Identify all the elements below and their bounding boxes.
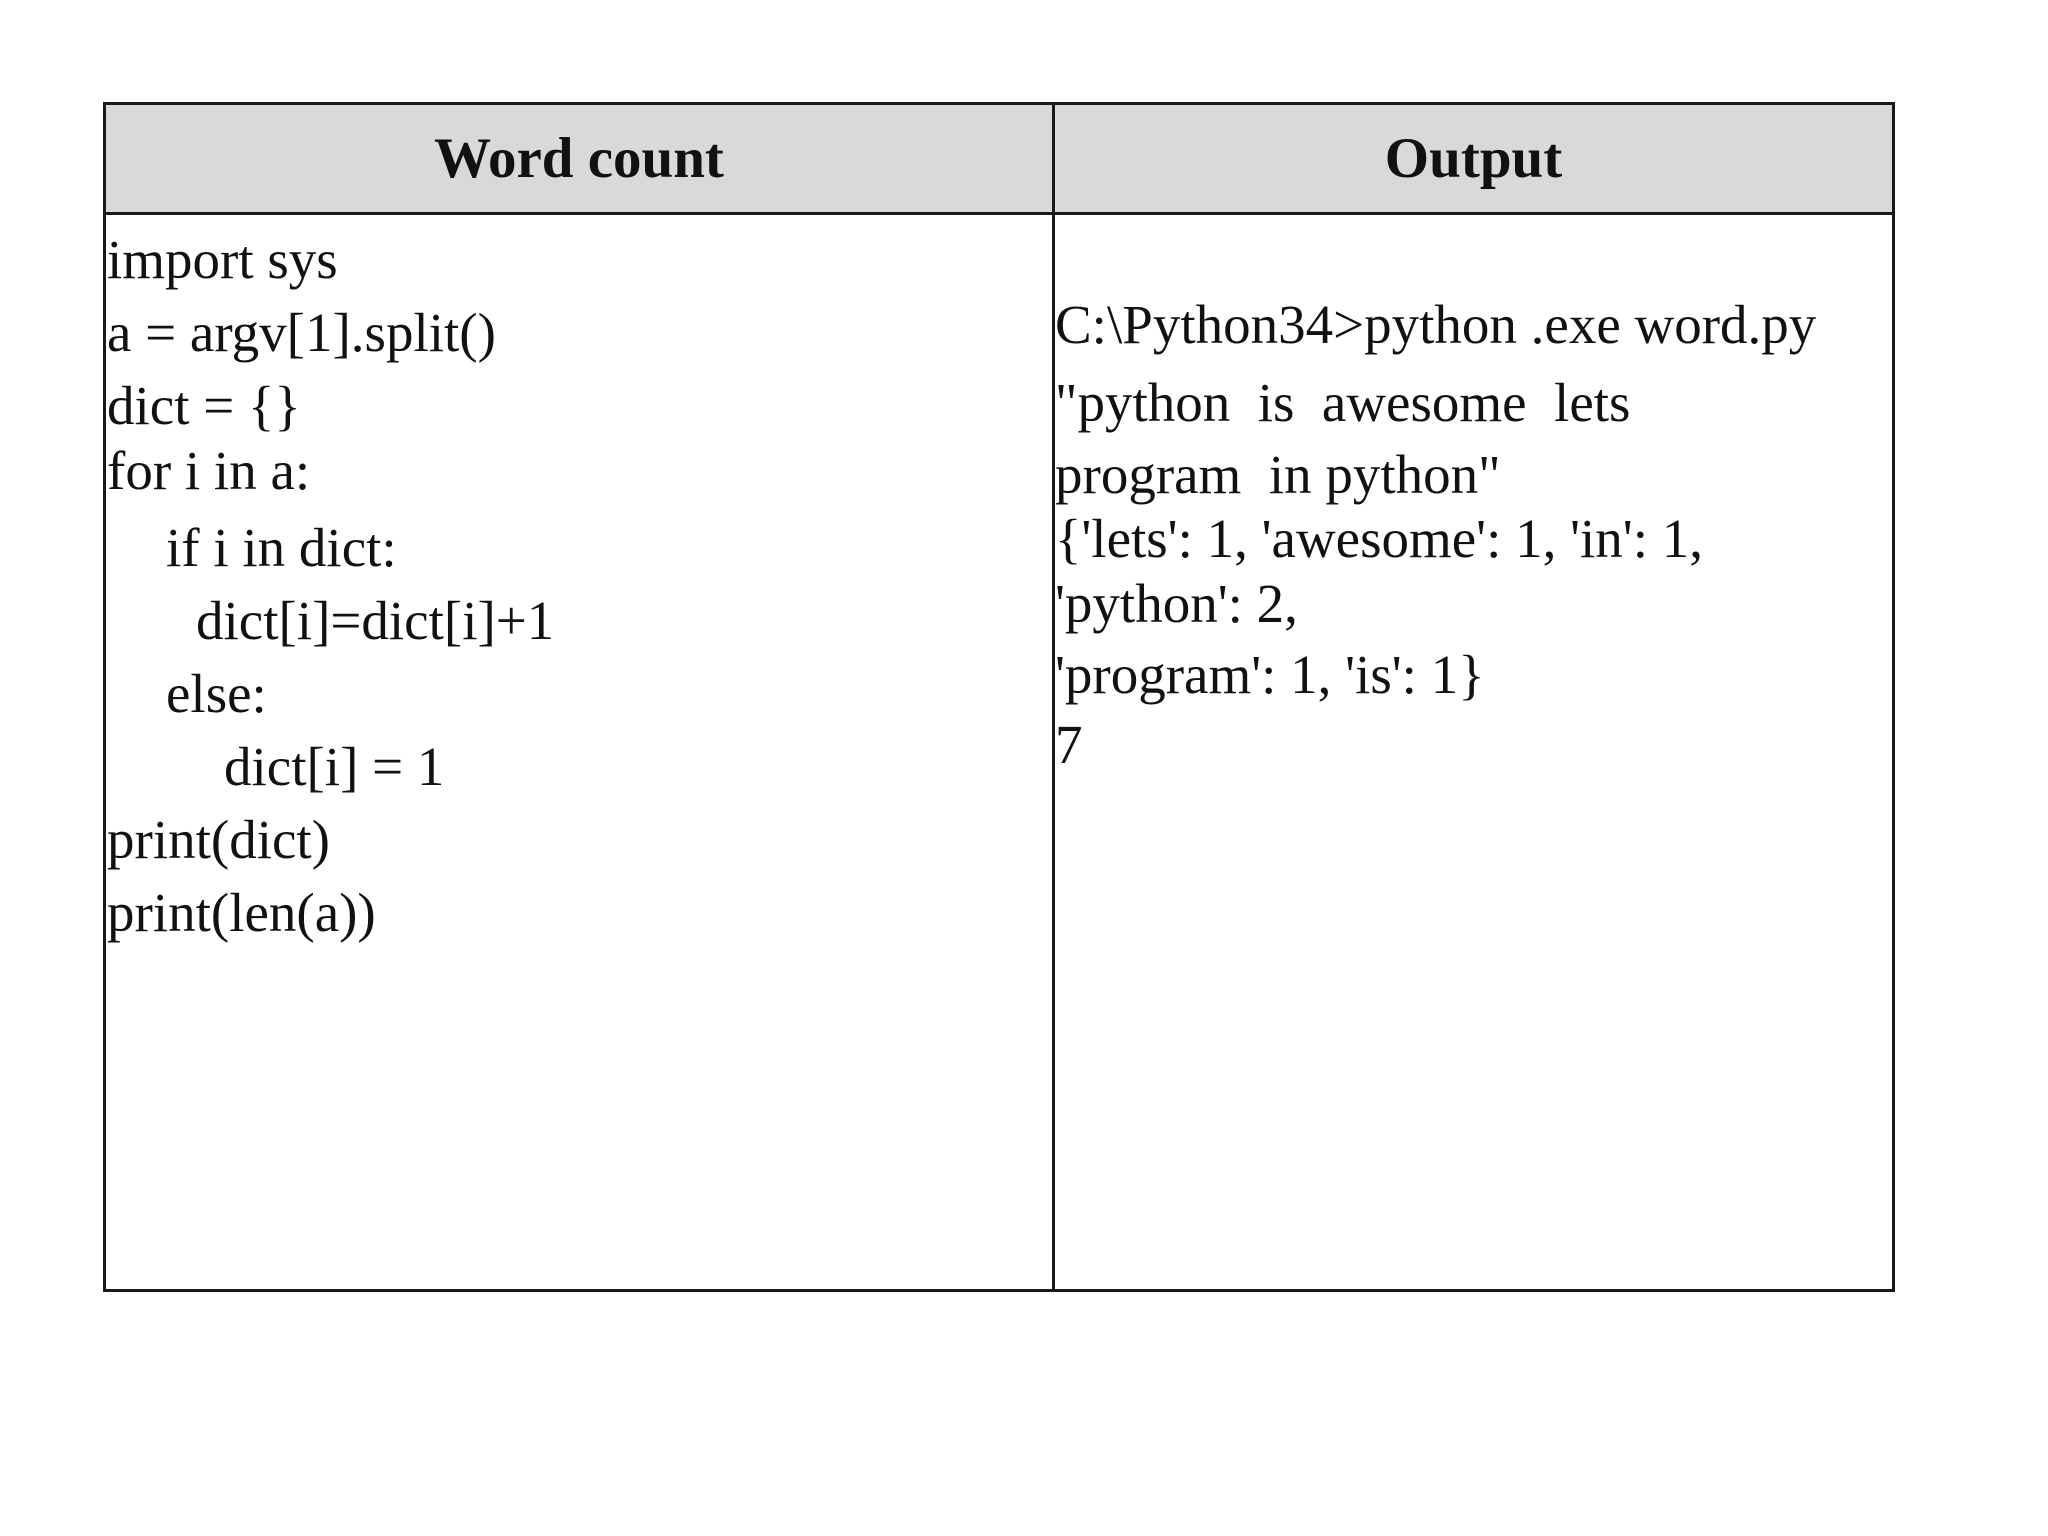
output-line: C:\Python34>python .exe word.py <box>1055 294 1817 355</box>
output-line: 7 <box>1055 714 1083 775</box>
header-output: Output <box>1384 127 1563 190</box>
output-line: program in python" <box>1055 444 1501 505</box>
output-line: "python is awesome lets <box>1055 372 1631 433</box>
code-line: for i in a: <box>107 440 311 501</box>
code-line: import sys <box>107 229 338 290</box>
output-line: 'python': 2, <box>1055 573 1298 634</box>
output-line: {'lets': 1, 'awesome': 1, 'in': 1, <box>1055 508 1703 569</box>
code-line: dict[i]=dict[i]+1 <box>196 590 555 651</box>
output-line: 'program': 1, 'is': 1} <box>1055 644 1485 705</box>
code-line: print(len(a)) <box>107 882 376 943</box>
code-line: dict[i] = 1 <box>224 736 445 797</box>
table-header-row <box>106 105 1892 215</box>
code-line: if i in dict: <box>166 517 397 578</box>
code-line: else: <box>166 663 267 724</box>
header-word-count: Word count <box>434 127 724 190</box>
word-count-table <box>103 102 1895 1292</box>
code-line: dict = {} <box>107 375 301 436</box>
code-line: a = argv[1].split() <box>107 302 496 363</box>
code-line: print(dict) <box>107 809 330 870</box>
